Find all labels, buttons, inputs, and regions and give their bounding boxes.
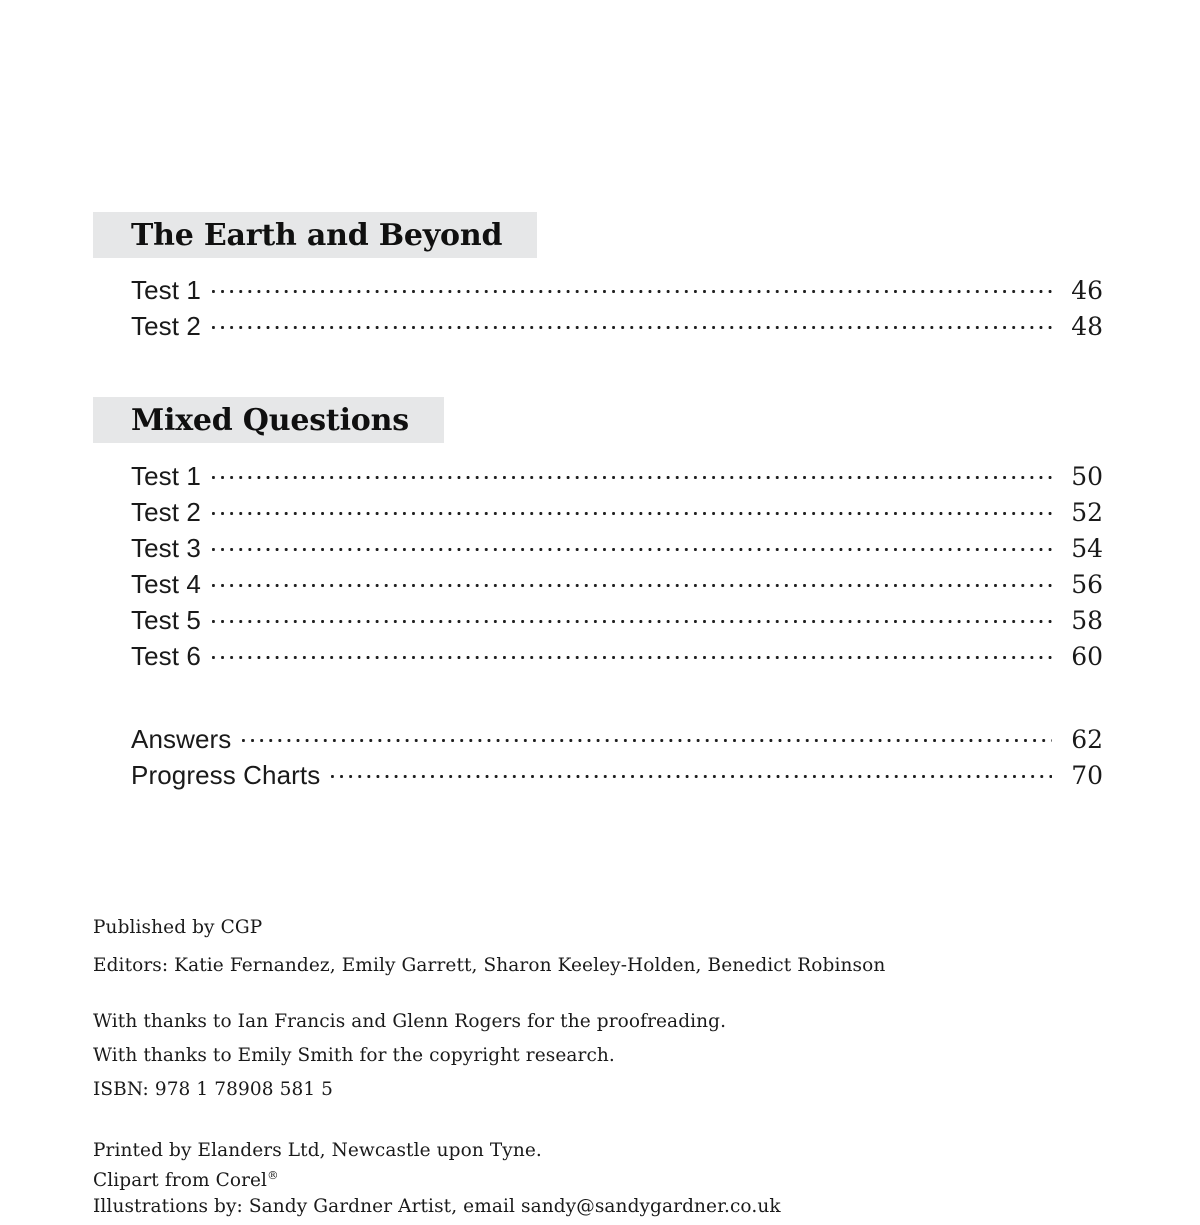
isbn-line: ISBN: 978 1 78908 581 5	[93, 1079, 334, 1100]
toc-entry-label: Answers	[131, 724, 232, 754]
clipart-line	[93, 1168, 279, 1191]
toc-entry[interactable]	[131, 531, 1103, 561]
editors-line: Editors: Katie Fernandez, Emily Garrett, Sharon Keeley-Holden, Benedict Robinson	[93, 955, 886, 976]
dot-leader	[212, 639, 1052, 665]
dot-leader	[212, 531, 1052, 557]
toc-entry-label: Test 4	[131, 569, 201, 599]
thanks-proofreading-line: With thanks to Ian Francis and Glenn Rogers for the proofreading.	[93, 1011, 727, 1032]
thanks-copyright-line: With thanks to Emily Smith for the copyright research.	[93, 1045, 615, 1066]
toc-entry-label: Test 2	[131, 311, 201, 341]
dot-leader	[242, 722, 1052, 748]
section-heading-label: The Earth and Beyond	[131, 217, 503, 253]
toc-entry-label: Test 3	[131, 533, 201, 563]
toc-entry[interactable]	[131, 459, 1103, 489]
toc-entry[interactable]	[131, 603, 1103, 633]
printed-by-line: Printed by Elanders Ltd, Newcastle upon Tyne.	[93, 1140, 542, 1161]
toc-entry[interactable]	[131, 567, 1103, 597]
toc-entry-page: 48	[1071, 312, 1103, 341]
toc-entry-page: 70	[1071, 761, 1103, 790]
toc-entry[interactable]	[131, 273, 1103, 303]
toc-entry-progress-charts[interactable]	[131, 758, 1103, 788]
toc-entry[interactable]	[131, 495, 1103, 525]
dot-leader	[212, 459, 1052, 485]
dot-leader	[212, 495, 1052, 521]
section-heading-earth-and-beyond	[93, 212, 537, 258]
toc-entry[interactable]	[131, 309, 1103, 339]
section-heading-mixed-questions	[93, 397, 444, 443]
toc-entry-page: 58	[1071, 606, 1103, 635]
toc-entry-answers[interactable]	[131, 722, 1103, 752]
toc-entry-page: 52	[1071, 498, 1103, 527]
toc-entry-page: 62	[1071, 725, 1103, 754]
toc-entry-label: Test 1	[131, 275, 201, 305]
toc-entry-label: Test 1	[131, 461, 201, 491]
toc-entry-page: 46	[1071, 276, 1103, 305]
section-heading-label: Mixed Questions	[131, 402, 409, 438]
toc-entry-page: 56	[1071, 570, 1103, 599]
dot-leader	[331, 758, 1052, 784]
toc-entry[interactable]	[131, 639, 1103, 669]
clipart-label: Clipart from Corel	[93, 1170, 268, 1192]
illustrations-line: Illustrations by: Sandy Gardner Artist, email sandy@sandygardner.co.uk	[93, 1196, 781, 1217]
toc-entry-page: 54	[1071, 534, 1103, 563]
toc-entry-page: 60	[1071, 642, 1103, 671]
dot-leader	[212, 603, 1052, 629]
dot-leader	[212, 273, 1052, 299]
registered-trademark-icon: ®	[267, 1168, 279, 1182]
dot-leader	[212, 567, 1052, 593]
toc-entry-label: Progress Charts	[131, 760, 321, 790]
toc-entry-label: Test 6	[131, 641, 201, 671]
published-by-line: Published by CGP	[93, 917, 263, 938]
toc-entry-page: 50	[1071, 462, 1103, 491]
dot-leader	[212, 309, 1052, 335]
toc-entry-label: Test 2	[131, 497, 201, 527]
toc-entry-label: Test 5	[131, 605, 201, 635]
